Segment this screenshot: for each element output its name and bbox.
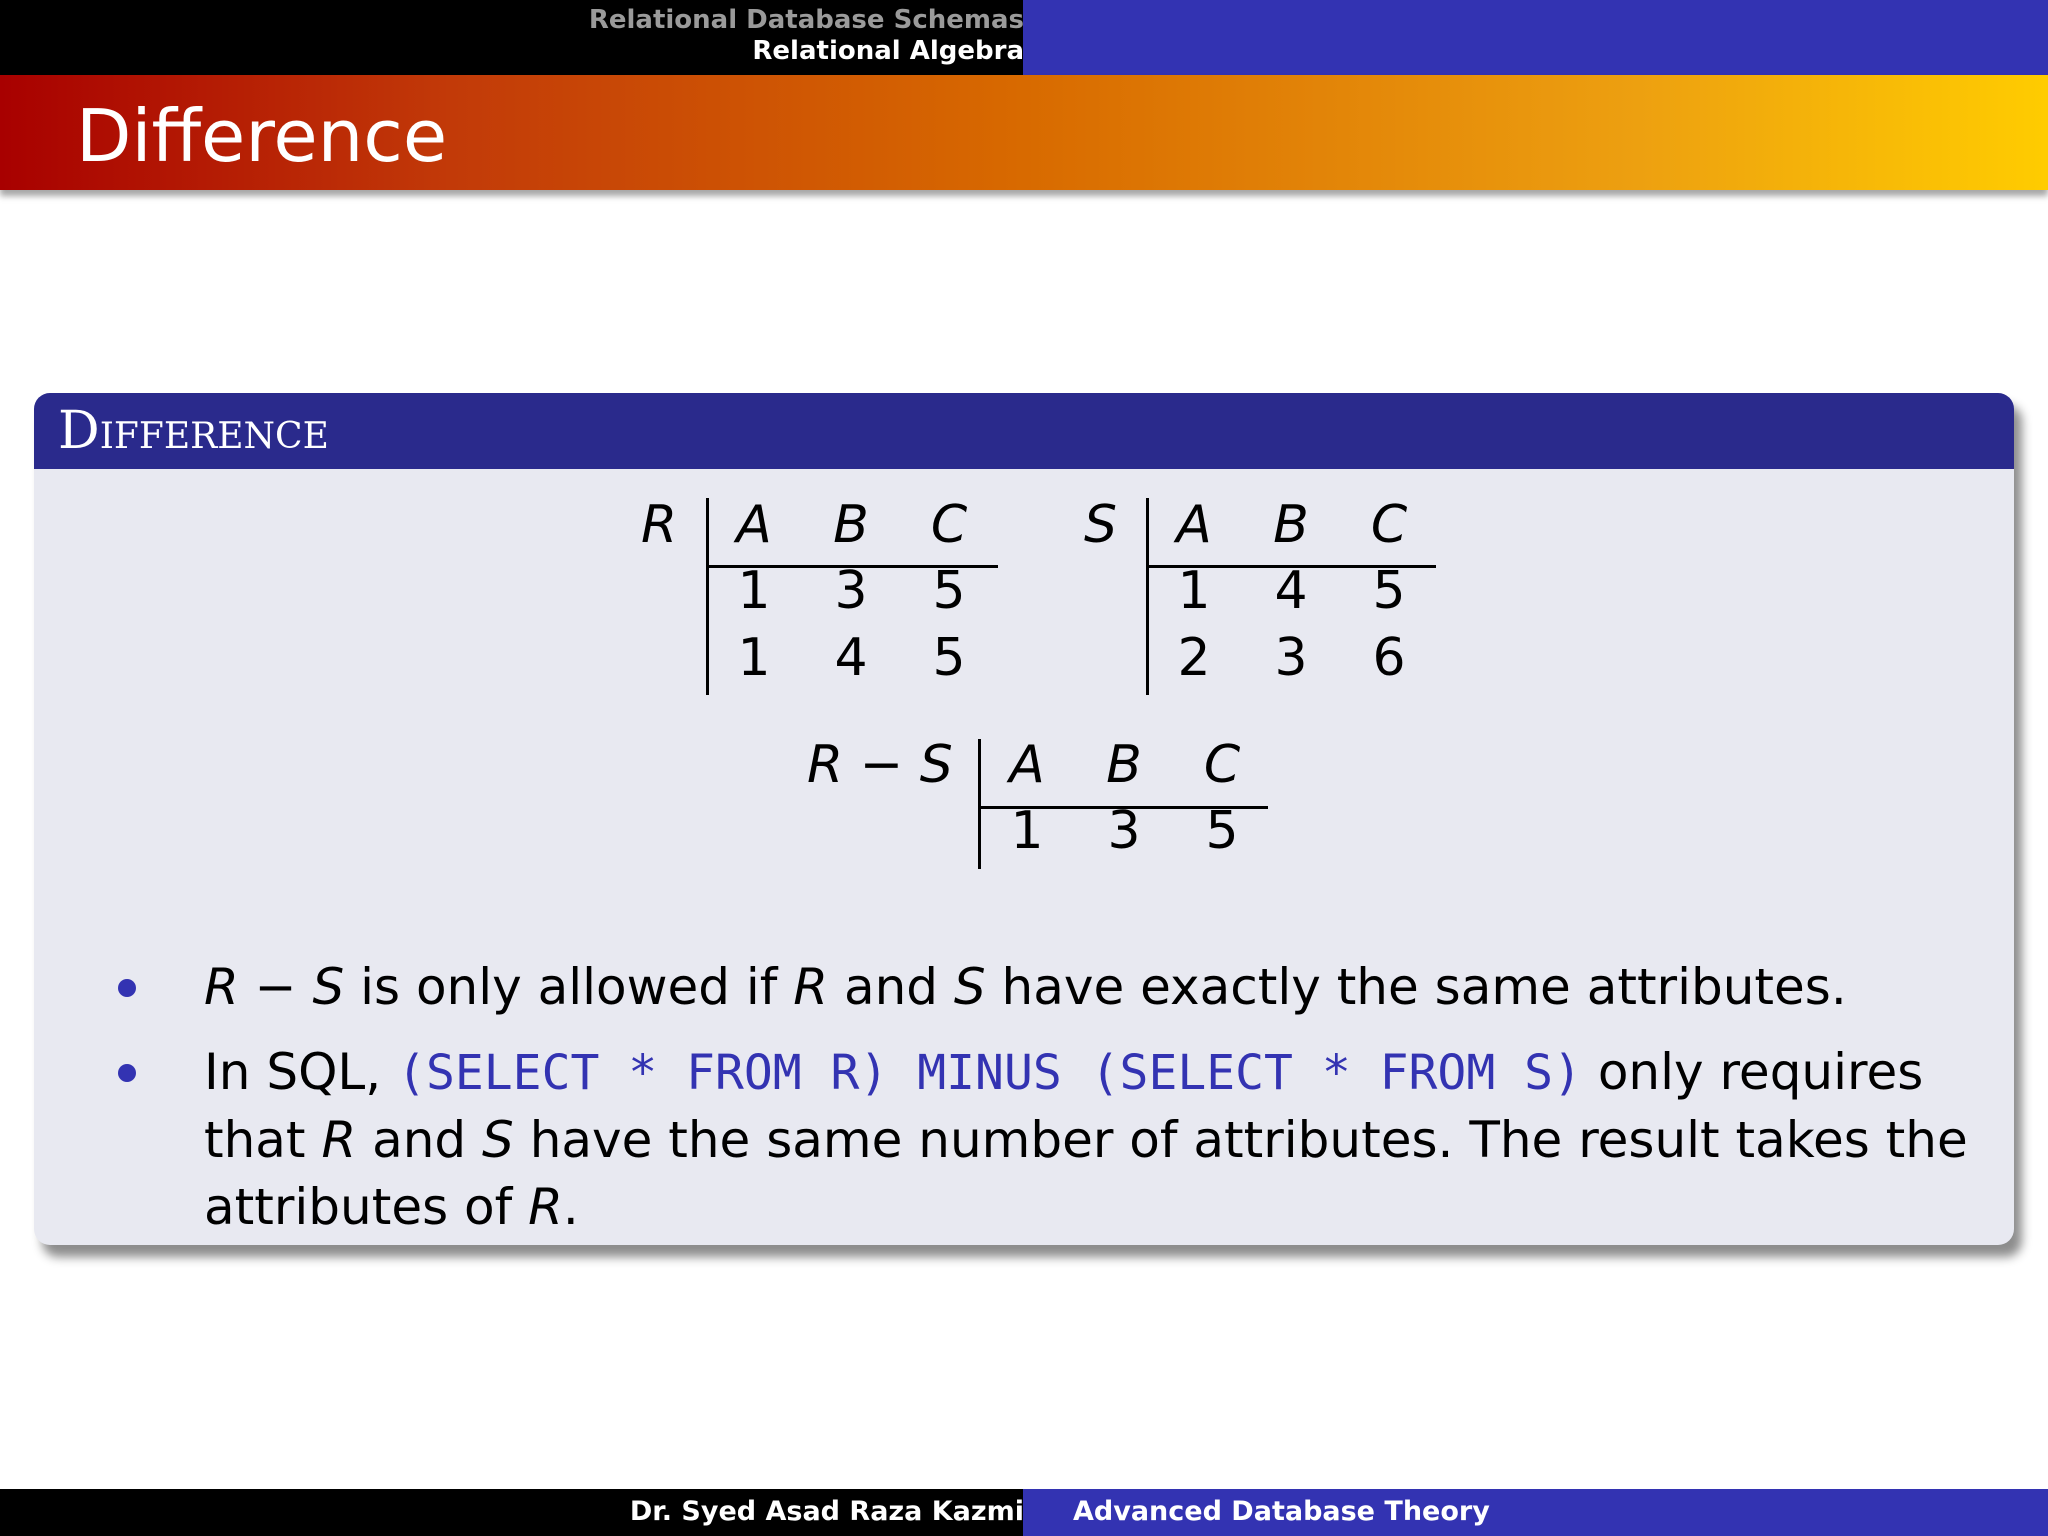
- nav-section-link[interactable]: Relational Database Schemas: [588, 5, 1024, 35]
- relation-s-cell: 4: [1274, 561, 1308, 621]
- relation-s-name: S: [1084, 495, 1118, 555]
- difference-column-b: B: [1106, 735, 1142, 795]
- relation-r-cell: 4: [834, 628, 868, 688]
- frame-title: Difference: [76, 94, 448, 178]
- relation-s-vertical-rule: [1146, 498, 1149, 695]
- difference-result-name: [807, 735, 953, 795]
- block-title: Difference: [58, 401, 329, 461]
- difference-cell: 1: [1010, 801, 1044, 861]
- difference-column-a: A: [1009, 735, 1045, 795]
- difference-right-operand: S: [919, 735, 953, 795]
- header-right-bar: [1023, 0, 2048, 75]
- relation-s-column-c: C: [1370, 495, 1408, 555]
- relation-r-cell: 1: [737, 561, 771, 621]
- difference-cell: 3: [1107, 801, 1141, 861]
- bullet1-text-1: is only allowed if: [344, 958, 794, 1016]
- bullet1-text-2: and: [828, 958, 954, 1016]
- relation-r-cell: 3: [834, 561, 868, 621]
- bullet2-s: S: [482, 1111, 514, 1169]
- bullet2-text-1: In SQL,: [204, 1043, 398, 1101]
- relation-r-cell: 5: [932, 628, 966, 688]
- relation-s-column-b: B: [1273, 495, 1309, 555]
- relation-s-cell: 5: [1372, 561, 1406, 621]
- difference-cell: 5: [1205, 801, 1239, 861]
- relation-s-cell: 6: [1372, 628, 1406, 688]
- bullet1-minus: [239, 958, 255, 1016]
- relation-r-cell: 5: [932, 561, 966, 621]
- difference-left-operand: R: [807, 735, 844, 795]
- bullet1-s: S: [312, 958, 345, 1016]
- bullet1-space: [297, 958, 313, 1016]
- relation-s-cell: 2: [1177, 628, 1211, 688]
- relation-r-column-b: B: [833, 495, 869, 555]
- bullet2-text-2: only requires that: [204, 1043, 1924, 1169]
- definition-block: [34, 393, 2014, 1245]
- bullet1-s2: S: [953, 958, 986, 1016]
- footer-author: Dr. Syed Asad Raza Kazmi: [629, 1496, 1024, 1527]
- relation-r-column-a: A: [736, 495, 772, 555]
- bullet-item-2: [204, 1039, 1994, 1241]
- frame-title-bar: [0, 75, 2048, 190]
- bullet1-text-3: have exactly the same attributes.: [985, 958, 1847, 1016]
- block-header: [34, 393, 2014, 469]
- bullet2-r: R: [321, 1111, 357, 1169]
- relation-s-cell: 3: [1274, 628, 1308, 688]
- footer-course-title: Advanced Database Theory: [1073, 1496, 1490, 1527]
- difference-operator: −: [859, 735, 904, 795]
- relation-r-column-c: C: [930, 495, 968, 555]
- difference-vertical-rule: [978, 739, 981, 869]
- bullet-marker: [118, 1064, 136, 1082]
- relation-r-name: R: [641, 495, 678, 555]
- relation-r-vertical-rule: [706, 498, 709, 695]
- bullet2-text-3: and: [356, 1111, 483, 1169]
- bullet2-text-4: have the same number of attributes. The result takes the attributes of: [204, 1111, 1968, 1236]
- relation-r-cell: 1: [737, 628, 771, 688]
- bullet1-r: R: [204, 958, 239, 1016]
- relation-s-cell: 1: [1177, 561, 1211, 621]
- bullet2-text-5: .: [562, 1178, 579, 1236]
- sql-code: (SELECT * FROM R) MINUS (SELECT * FROM S): [397, 1045, 1582, 1101]
- bullet1-r2: R: [793, 958, 829, 1016]
- difference-column-c: C: [1203, 735, 1241, 795]
- bullet2-r2: R: [528, 1178, 563, 1236]
- relation-s-column-a: A: [1176, 495, 1212, 555]
- nav-subsection-link[interactable]: Relational Algebra: [752, 36, 1024, 66]
- bullet-item-1: [204, 954, 1994, 1021]
- bullet1-minus-sign: −: [254, 958, 297, 1016]
- bullet-marker: [118, 979, 136, 997]
